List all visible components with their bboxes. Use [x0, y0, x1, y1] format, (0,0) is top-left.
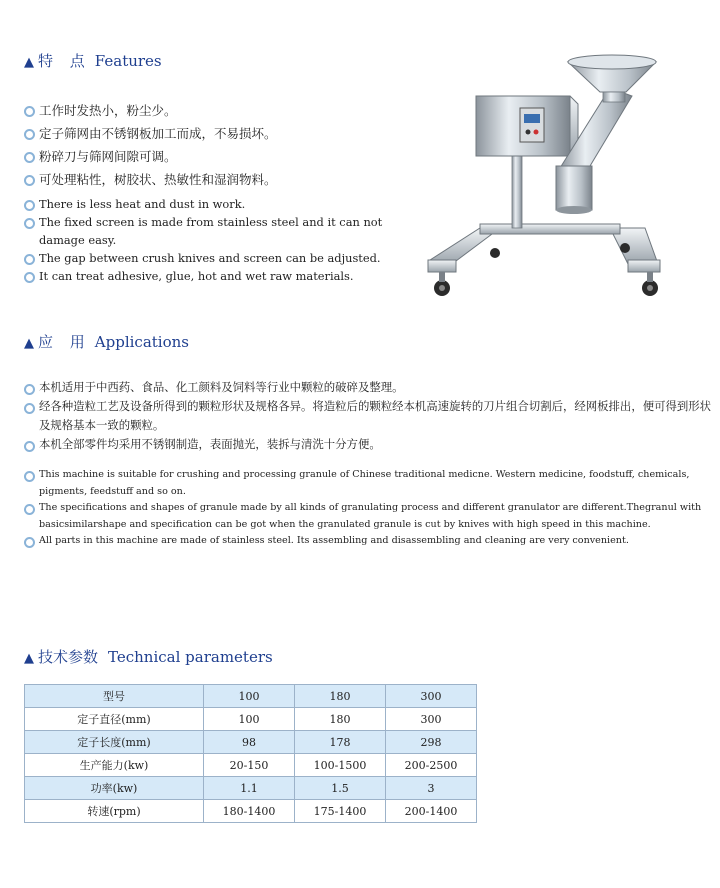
- table-cell: 100: [204, 685, 295, 708]
- applications-list-en: [24, 467, 714, 550]
- list-item: The fixed screen is made from stainless steel and it can not damage easy.: [24, 213, 384, 249]
- table-cell: 298: [386, 731, 477, 754]
- table-cell: 1.5: [295, 777, 386, 800]
- granulator-machine-image: [420, 48, 665, 303]
- table-cell: 180: [295, 685, 386, 708]
- bullet-icon: [24, 537, 35, 548]
- table-row: [25, 800, 477, 823]
- bullet-icon: [24, 441, 35, 452]
- table-cell: 3: [386, 777, 477, 800]
- bullet-icon: [24, 129, 35, 140]
- bullet-icon: [24, 384, 35, 395]
- bullet-icon: [24, 471, 35, 482]
- row-label: 型号: [25, 685, 204, 708]
- triangle-icon: ▲: [24, 55, 34, 70]
- bullet-icon: [24, 175, 35, 186]
- list-item: 本机全部零件均采用不锈钢制造，表面抛光，装拆与清洗十分方便。: [24, 435, 714, 454]
- features-list-cn: [24, 99, 277, 191]
- bullet-icon: [24, 403, 35, 414]
- list-item: The gap between crush knives and screen can be adjusted.: [24, 249, 384, 267]
- list-item: 工作时发热小，粉尘少。: [24, 99, 277, 122]
- triangle-icon: ▲: [24, 651, 34, 666]
- list-item: All parts in this machine are made of stainless steel. Its assembling and disassembling and cleaning are very convenient.: [24, 533, 714, 550]
- parameters-table: [24, 684, 477, 823]
- applications-heading: ▲ 应 用 Applications: [24, 333, 189, 351]
- bullet-icon: [24, 254, 35, 265]
- bullet-icon: [24, 106, 35, 117]
- table-cell: 178: [295, 731, 386, 754]
- table-cell: 1.1: [204, 777, 295, 800]
- bullet-icon: [24, 272, 35, 283]
- row-label: 功率(kw): [25, 777, 204, 800]
- table-cell: 100-1500: [295, 754, 386, 777]
- table-cell: 98: [204, 731, 295, 754]
- features-heading: ▲ 特 点 Features: [24, 52, 162, 70]
- table-cell: 180: [295, 708, 386, 731]
- list-item: 可处理粘性，树胶状、热敏性和湿润物料。: [24, 168, 277, 191]
- bullet-icon: [24, 200, 35, 211]
- triangle-icon: ▲: [24, 336, 34, 351]
- bullet-icon: [24, 504, 35, 515]
- list-item: 定子筛网由不锈钢板加工而成，不易损坏。: [24, 122, 277, 145]
- table-row: [25, 754, 477, 777]
- table-cell: 300: [386, 708, 477, 731]
- table-cell: 175-1400: [295, 800, 386, 823]
- list-item: 经各种造粒工艺及设备所得到的颗粒形状及规格各异。将造粒后的颗粒经本机高速旋转的刀片组合切割后，经网板排出，便可得到形状及规格基本一致的颗粒。: [24, 397, 714, 435]
- table-cell: 20-150: [204, 754, 295, 777]
- list-item: 粉碎刀与筛网间隙可调。: [24, 145, 277, 168]
- features-list-en: [24, 195, 384, 285]
- row-label: 生产能力(kw): [25, 754, 204, 777]
- bullet-icon: [24, 218, 35, 229]
- table-cell: 200-2500: [386, 754, 477, 777]
- row-label: 转速(rpm): [25, 800, 204, 823]
- table-row: [25, 685, 477, 708]
- list-item: 本机适用于中西药、食品、化工颜料及饲料等行业中颗粒的破碎及整理。: [24, 378, 714, 397]
- table-cell: 300: [386, 685, 477, 708]
- table-cell: 100: [204, 708, 295, 731]
- row-label: 定子长度(mm): [25, 731, 204, 754]
- applications-list-cn: [24, 378, 714, 454]
- table-row: [25, 777, 477, 800]
- list-item: This machine is suitable for crushing and processing granule of Chinese traditional medicne. Western medicine, foodstuff, chemicals, pigments, feedstuff and so on.: [24, 467, 714, 500]
- table-cell: 200-1400: [386, 800, 477, 823]
- list-item: The specifications and shapes of granule made by all kinds of granulating process and different granulator are different.Thegranul with basicsimilarshape and specification can be got when the granulated granule is cut by knives with high speed in this machine.: [24, 500, 714, 533]
- bullet-icon: [24, 152, 35, 163]
- table-cell: 180-1400: [204, 800, 295, 823]
- table-row: [25, 708, 477, 731]
- parameters-heading: ▲ 技术参数 Technical parameters: [24, 648, 273, 666]
- row-label: 定子直径(mm): [25, 708, 204, 731]
- list-item: There is less heat and dust in work.: [24, 195, 384, 213]
- list-item: It can treat adhesive, glue, hot and wet raw materials.: [24, 267, 384, 285]
- table-row: [25, 731, 477, 754]
